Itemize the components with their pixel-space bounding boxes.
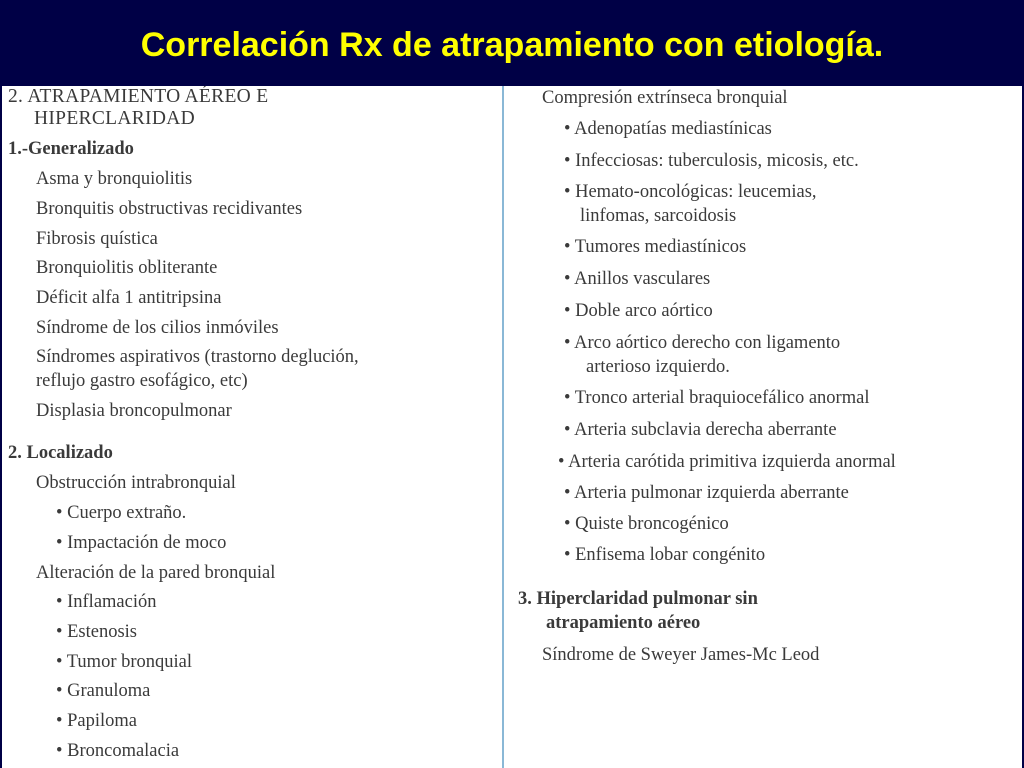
list-item: Bronquitis obstructivas recidivantes xyxy=(36,199,303,219)
bullet-item-continuation: arterioso izquierdo. xyxy=(586,357,730,377)
section-heading-line1: 2. ATRAPAMIENTO AÉREO E xyxy=(8,86,269,107)
list-item: Bronquiolitis obliterante xyxy=(36,258,218,278)
bullet-item: • Broncomalacia xyxy=(56,740,179,762)
bullet-item: • Tumores mediastínicos xyxy=(564,236,746,258)
hiperclaridad-heading-line1: 3. Hiperclaridad pulmonar sin xyxy=(518,589,758,609)
obstruccion-subheading: Obstrucción intrabronquial xyxy=(36,473,236,493)
alteracion-subheading: Alteración de la pared bronquial xyxy=(36,563,276,583)
bullet-item: • Estenosis xyxy=(56,621,137,643)
compresion-subheading: Compresión extrínseca bronquial xyxy=(542,88,788,108)
bullet-item: • Enfisema lobar congénito xyxy=(564,544,765,566)
bullet-item: • Tumor bronquial xyxy=(56,651,192,673)
bullet-item: • Infecciosas: tuberculosis, micosis, etc. xyxy=(564,150,859,172)
list-item: Fibrosis quística xyxy=(36,229,158,249)
bullet-item: • Impactación de moco xyxy=(56,532,226,554)
bullet-item: • Tronco arterial braquiocefálico anormal xyxy=(564,387,869,409)
bullet-item: • Papiloma xyxy=(56,710,137,732)
bullet-item: • Hemato-oncológicas: leucemias, xyxy=(564,181,817,203)
left-column xyxy=(2,86,502,768)
list-item: Déficit alfa 1 antitripsina xyxy=(36,288,222,308)
generalizado-heading: 1.-Generalizado xyxy=(8,139,134,159)
list-item: Síndromes aspirativos (trastorno deglución, xyxy=(36,347,359,367)
bullet-item: • Arco aórtico derecho con ligamento xyxy=(564,332,840,354)
bullet-item: • Arteria subclavia derecha aberrante xyxy=(564,419,837,441)
list-item: Síndrome de los cilios inmóviles xyxy=(36,318,279,338)
bullet-item: • Arteria carótida primitiva izquierda anormal xyxy=(558,451,896,473)
section-heading-line2: HIPERCLARIDAD xyxy=(34,108,195,129)
bullet-item: • Adenopatías mediastínicas xyxy=(564,118,772,140)
etiology-table xyxy=(2,86,1022,768)
bullet-item: • Cuerpo extraño. xyxy=(56,502,186,524)
bullet-item: • Inflamación xyxy=(56,591,156,613)
bullet-item: • Granuloma xyxy=(56,680,150,702)
bullet-item: • Doble arco aórtico xyxy=(564,300,713,322)
bullet-item: • Quiste broncogénico xyxy=(564,513,729,535)
hiperclaridad-heading-line2: atrapamiento aéreo xyxy=(546,613,701,633)
list-item-continuation: reflujo gastro esofágico, etc) xyxy=(36,371,248,391)
right-column xyxy=(504,86,1022,768)
list-item: Displasia broncopulmonar xyxy=(36,401,232,421)
list-item: Síndrome de Sweyer James-Mc Leod xyxy=(542,645,820,665)
bullet-item: • Arteria pulmonar izquierda aberrante xyxy=(564,482,849,504)
localizado-heading: 2. Localizado xyxy=(8,443,113,463)
list-item: Asma y bronquiolitis xyxy=(36,169,193,189)
slide-title: Correlación Rx de atrapamiento con etiología. xyxy=(140,25,884,64)
bullet-item-continuation: linfomas, sarcoidosis xyxy=(580,206,737,226)
bullet-item: • Anillos vasculares xyxy=(564,268,710,290)
